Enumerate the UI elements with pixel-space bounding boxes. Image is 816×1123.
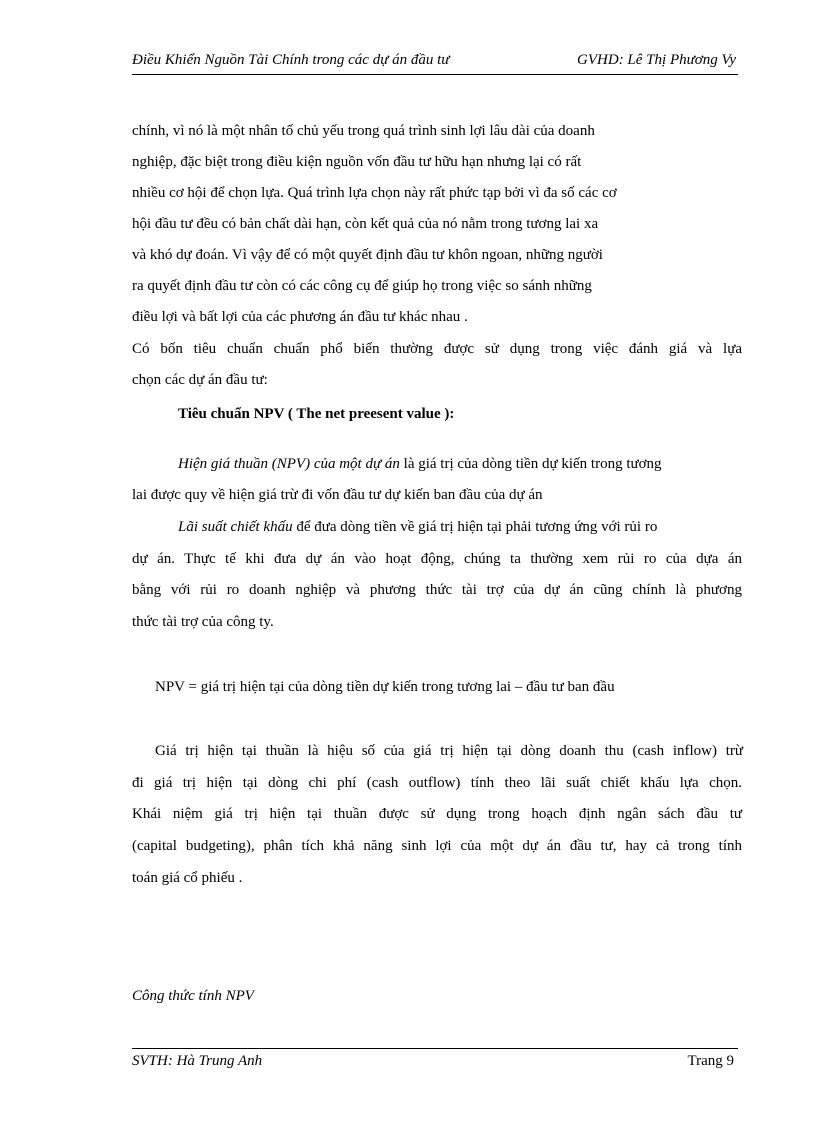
paragraph-line: chính, vì nó là một nhân tố chủ yếu trong quá trình sinh lợi lâu dài của doanh	[132, 123, 595, 139]
section-heading: Tiêu chuẩn NPV ( The net preesent value ):	[178, 406, 455, 422]
subsection-heading: Công thức tính NPV	[132, 988, 254, 1004]
paragraph-line: hội đầu tư đều có bản chất dài hạn, còn kết quả của nó nằm trong tương lai xa	[132, 216, 599, 232]
footer-student: SVTH: Hà Trung Anh	[132, 1053, 263, 1069]
definition-discount-rate	[178, 517, 657, 537]
definition-text: là giá trị của dòng tiền dự kiến trong tương	[399, 456, 662, 472]
header-advisor: GVHD: Lê Thị Phương Vy	[577, 52, 736, 68]
page-header	[132, 52, 738, 75]
paragraph-line: nghiệp, đặc biệt trong điều kiện nguồn vốn đầu tư hữu hạn nhưng lại có rất	[132, 154, 582, 170]
definition-npv	[178, 454, 662, 474]
paragraph-line: bằng với rủi ro doanh nghiệp và phương thức tài trợ của dự án cũng chính là phương	[132, 582, 742, 598]
page-number: Trang 9	[687, 1053, 734, 1069]
paragraph-line: thức tài trợ của công ty.	[132, 614, 274, 630]
paragraph-line: và khó dự đoán. Vì vậy để có một quyết định đầu tư khôn ngoan, những người	[132, 247, 603, 263]
page-footer	[132, 1048, 738, 1075]
paragraph-line: nhiều cơ hội để chọn lựa. Quá trình lựa chọn này rất phức tạp bởi vì đa số các cơ	[132, 185, 617, 201]
definition-text: để đưa dòng tiền về giá trị hiện tại phải tương ứng với rủi ro	[292, 519, 658, 535]
term-npv: Hiện giá thuần (NPV) của một dự án	[178, 456, 400, 472]
header-title: Điều Khiển Nguồn Tài Chính trong các dự án đầu tư	[132, 52, 450, 68]
paragraph-line: Khái niệm giá trị hiện tại thuần được sử dụng trong hoạch định ngân sách đầu tư	[132, 806, 742, 822]
paragraph-line: (capital budgeting), phân tích khả năng sinh lợi của một dự án đầu tư, hay cả trong tính	[132, 838, 742, 854]
paragraph-line: dự án. Thực tế khi đưa dự án vào hoạt động, chúng ta thường xem rủi ro của dựa án	[132, 551, 742, 567]
paragraph-line: lai được quy về hiện giá trừ đi vốn đầu tư dự kiến ban đầu của dự án	[132, 487, 543, 503]
paragraph-line: toán giá cổ phiếu .	[132, 870, 243, 886]
term-discount-rate: Lãi suất chiết khấu	[178, 519, 293, 535]
paragraph-line: đi giá trị hiện tại dòng chi phí (cash outflow) tính theo lãi suất chiết khấu lựa chọn.	[132, 775, 742, 791]
paragraph-line: chọn các dự án đầu tư:	[132, 372, 268, 388]
paragraph-line: Giá trị hiện tại thuần là hiệu số của giá trị hiện tại dòng doanh thu (cash inflow) trừ	[155, 743, 743, 759]
paragraph-line: điều lợi và bất lợi của các phương án đầu tư khác nhau .	[132, 309, 468, 325]
paragraph-line: ra quyết định đầu tư còn có các công cụ để giúp họ trong việc so sánh những	[132, 278, 592, 294]
paragraph-line: Có bốn tiêu chuẩn chuẩn phổ biến thường được sử dụng trong việc đánh giá và lựa	[132, 341, 742, 357]
npv-formula: NPV = giá trị hiện tại của dòng tiền dự kiến trong tương lai – đầu tư ban đầu	[155, 679, 615, 695]
